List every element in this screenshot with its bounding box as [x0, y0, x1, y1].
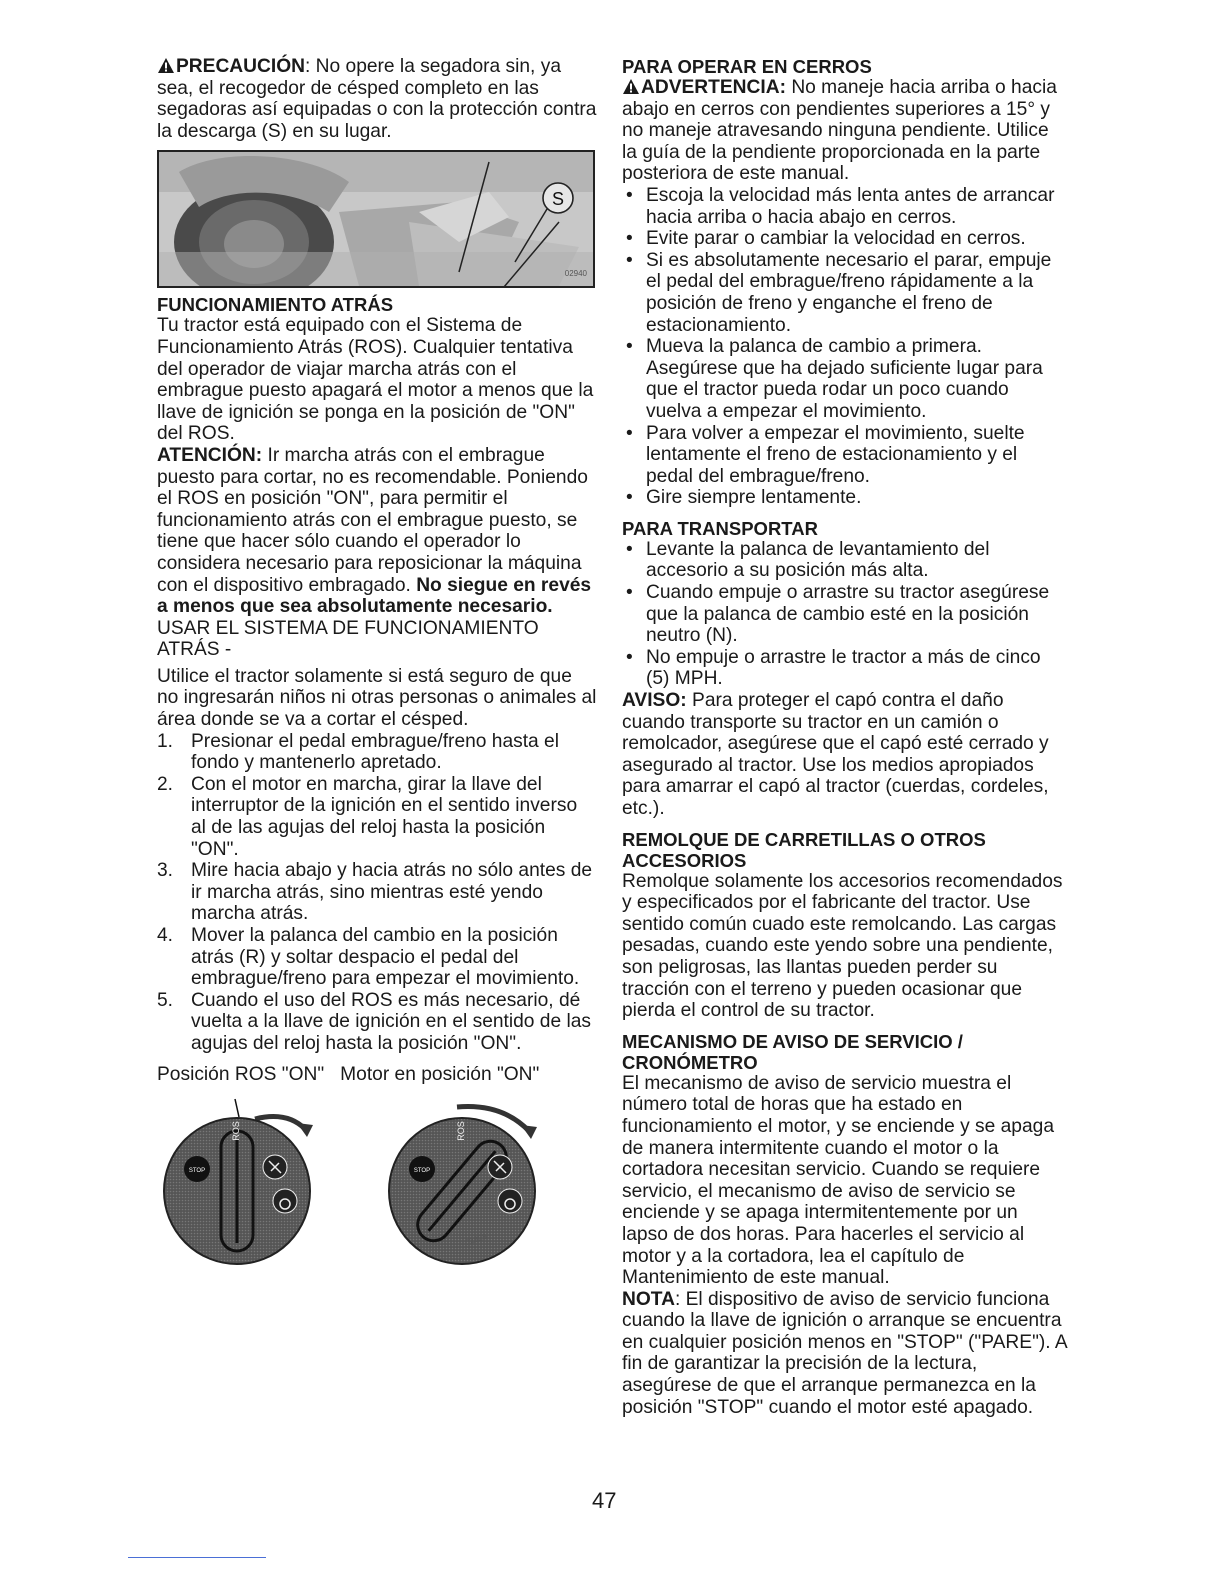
towing-heading: REMOLQUE DE CARRETILLAS O OTROS ACCESORIOS	[622, 828, 986, 871]
list-item: • No empuje o arrastre le tractor a más de cinco (5) MPH.	[622, 647, 1067, 690]
note-text: : El dispositivo de aviso de servicio funciona cuando la llave de ignición o arranque se encuentra en cualquier posición menos en "STOP" ("PARE"). A fin de garantizar la precisión de la lectura, asegúrese de que el arranque permanezca en la posición "STOP" cuando el motor esté apagado.	[622, 1288, 1067, 1418]
list-item: 1. Presionar el pedal embrague/freno hasta el fondo y mantenerlo apretado.	[157, 730, 559, 774]
warning-label: ADVERTENCIA:	[641, 77, 786, 98]
svg-text:ROS: ROS	[231, 1121, 241, 1141]
list-item: • Escoja la velocidad más lenta antes de arrancar hacia arriba o hacia abajo en cerros.	[622, 185, 1067, 228]
attention-text: Ir marcha atrás con el embrague puesto para cortar, no es recomendable. Poniendo el ROS en posición "ON", para permitir el funcionamiento atrás con el embrague puesto, se tiene que hacer sólo cuando el operador lo considera necesario para reposicionar la máquina con el dispositivo embragado.	[157, 444, 588, 596]
ignition-dials	[157, 1091, 597, 1281]
service-text: El mecanismo de aviso de servicio muestra el número total de horas que ha estado en funcionamiento el motor, y se enciende y se apaga de manera intermitente cuando el motor o la cortadora necesitan servicio. Cuando se requiere servicio, el mecanismo de aviso de servicio se enciende y se apaga intermitentemente por un lapso de dos horas. Para hacerles el servicio al motor y a la cortadora, lea el capítulo de Mantenimiento de este manual.	[622, 1072, 1054, 1289]
list-item: • Para volver a empezar el movimiento, suelte lentamente el freno de estacionamiento y el pedal del embrague/freno.	[622, 423, 1067, 488]
list-item: 3. Mire hacia abajo y hacia atrás no sólo antes de ir marcha atrás, sino mientras esté yendo marcha atrás.	[157, 860, 593, 925]
warning-icon	[622, 78, 640, 95]
hills-list	[622, 185, 1067, 509]
list-item: 5. Cuando el uso del ROS es más necesario, dé vuelta a la llave de ignición en el sentido de las agujas del reloj hasta la posición "ON".	[157, 989, 592, 1054]
list-item: • Levante la palanca de levantamiento del accesorio a su posición más alta.	[622, 539, 1067, 582]
note-paragraph	[622, 1289, 1067, 1419]
ros-text: Tu tractor está equipado con el Sistema de Funcionamiento Atrás (ROS). Cualquier tentativa del operador de viajar marcha atrás con el embrague puesto apagará el motor a menos que la llave de ignición se ponga en la posición de "ON" del ROS.	[157, 315, 594, 445]
discharge-guard-photo	[157, 150, 595, 288]
page-number: 47	[592, 1488, 617, 1513]
notice-paragraph	[622, 690, 1067, 820]
ros-heading: FUNCIONAMIENTO ATRÁS	[157, 294, 394, 316]
warning-paragraph	[622, 77, 1067, 185]
attention-bold: No siegue en revés a menos que sea absolutamente necesario.	[157, 574, 592, 618]
svg-text:STOP: STOP	[188, 1168, 206, 1175]
list-item: • Si es absolutamente necesario el parar, empuje el pedal del embrague/freno rápidamente a la posición de freno y enganche el freno de estacionamiento.	[622, 250, 1067, 336]
svg-text:ROS: ROS	[456, 1121, 466, 1141]
note-label: NOTA	[622, 1288, 675, 1310]
precaution-text: : No opere la segadora sin, ya sea, el recogedor de césped completo en las segadoras así equipadas o con la protección contra la descarga (S) en su lugar.	[157, 56, 597, 142]
photo-code: 02940	[564, 268, 587, 278]
left-column	[157, 56, 597, 1281]
list-item: • Cuando empuje o arrastre su tractor asegúrese que la palanca de cambio esté en la posición neutro (N).	[622, 582, 1067, 647]
hills-heading: PARA OPERAR EN CERROS	[622, 56, 872, 77]
use-text: Utilice el tractor solamente si está seguro de que no ingresarán niños ni otras personas o animales al área donde se va a cortar el césped.	[157, 665, 597, 731]
warning-text: No maneje hacia arriba o hacia abajo en cerros con pendientes superiores a 15° y no maneje atravesando ninguna pendiente. Utilice la guía de la pendiente proporcionada en la parte posteriora de este manual.	[622, 77, 1057, 185]
notice-label: AVISO:	[622, 690, 687, 712]
list-item: • Mueva la palanca de cambio a primera. Asegúrese que ha dejado suficiente lugar para que el tractor pueda rodar un poco cuando vuelva a empezar el movimiento.	[622, 336, 1067, 422]
attention-label: ATENCIÓN:	[157, 444, 263, 466]
list-item: • Gire siempre lentamente.	[622, 487, 1067, 509]
dial-captions	[157, 1064, 597, 1086]
dial-code: 02828	[464, 1231, 489, 1248]
transport-heading: PARA TRANSPORTAR	[622, 517, 818, 539]
ros-dial	[164, 1099, 313, 1264]
use-heading: USAR EL SISTEMA DE FUNCIONAMIENTO ATRÁS -	[157, 617, 539, 661]
ros-steps-list	[157, 731, 597, 1055]
ignition-switch-illustration	[157, 1091, 597, 1281]
photo-callout: S	[551, 189, 565, 210]
list-item: • Evite parar o cambiar la velocidad en cerros.	[622, 228, 1067, 250]
service-heading: MECANISMO DE AVISO DE SERVICIO / CRONÓMETRO	[622, 1030, 963, 1073]
precaution-paragraph	[157, 56, 597, 142]
notice-text: Para proteger el capó contra el daño cuando transporte su tractor en un camión o remolcador, asegúrese que el capó esté cerrado y asegurado al tractor. Use los medios apropiados para amarrar el capó al tractor (cuerdas, cordeles, etc.).	[622, 690, 1049, 819]
attention-paragraph	[157, 445, 597, 618]
footer-rule	[128, 1557, 266, 1558]
motor-dial	[389, 1107, 537, 1265]
mower-deck-illustration	[159, 152, 593, 286]
warning-icon	[157, 57, 175, 74]
right-column	[622, 56, 1067, 1418]
dial-caption-motor: Motor en posición "ON"	[340, 1063, 540, 1085]
dial-caption-ros: Posición ROS "ON"	[157, 1063, 325, 1085]
transport-list	[622, 539, 1067, 690]
list-item: 2. Con el motor en marcha, girar la llave del interruptor de la ignición en el sentido inverso al de las agujas del reloj hasta la posición "ON".	[157, 773, 578, 860]
towing-text: Remolque solamente los accesorios recomendados y especificados por el fabricante del tractor. Use sentido común cuado este remolcando. Las cargas pesadas, cuando este yendo sobre una pendiente, son peligrosas, las llantas pueden perder su tracción con el terreno y pueden ocasionar que pierda el control de su tractor.	[622, 870, 1063, 1022]
list-item: 4. Mover la palanca del cambio en la posición atrás (R) y soltar despacio el pedal del embrague/freno para empezar el movimiento.	[157, 925, 580, 990]
svg-text:STOP: STOP	[413, 1168, 431, 1175]
precaution-label: PRECAUCIÓN	[176, 56, 305, 77]
